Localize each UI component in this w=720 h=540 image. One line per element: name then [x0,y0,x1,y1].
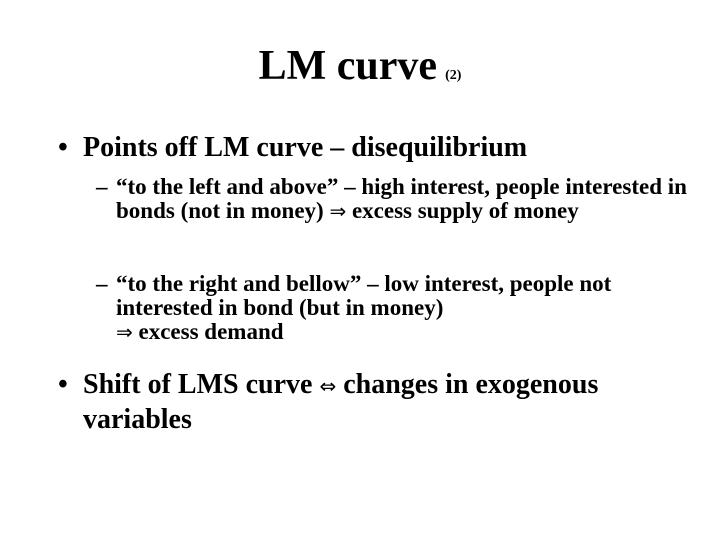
subbullet-text [116,175,696,223]
subbullet-text [116,272,696,344]
subbullet-text-part2: excess demand [138,319,284,344]
bullet-points-off-lm-curve [58,131,698,165]
subbullet-text-part2: excess supply of money [351,198,579,223]
slide-title [0,40,720,102]
bullet-shift-of-lms-curve [58,368,698,437]
subbullet-marker: – [96,174,108,199]
bullet-text: Points off LM curve – disequilibrium [83,132,528,163]
implies-arrow-icon: ⇒ [116,320,133,344]
bullet-text-part2: changes in exogenous variables [83,369,599,435]
subbullet-right-and-below [96,272,696,344]
bullet-text [83,368,698,437]
bullet-text-part1: Shift of LMS curve [83,369,313,400]
equivalence-arrow-icon: ⇔ [319,374,337,398]
subbullet-marker: – [96,271,108,296]
title-suffix: (2) [445,68,462,83]
subbullet-left-and-above [96,175,696,223]
subbullet-text-part1: “to the right and bellow” – low interest, people not interested in bond (but in money) [116,271,612,320]
subbullet-text-part1: “to the left and above” – high interest, people interested in bonds (not in money) [116,174,687,223]
title-text: LM curve [258,43,438,89]
bullet-marker: • [58,132,68,163]
bullet-marker: • [58,369,68,400]
implies-arrow-icon: ⇒ [329,199,347,223]
